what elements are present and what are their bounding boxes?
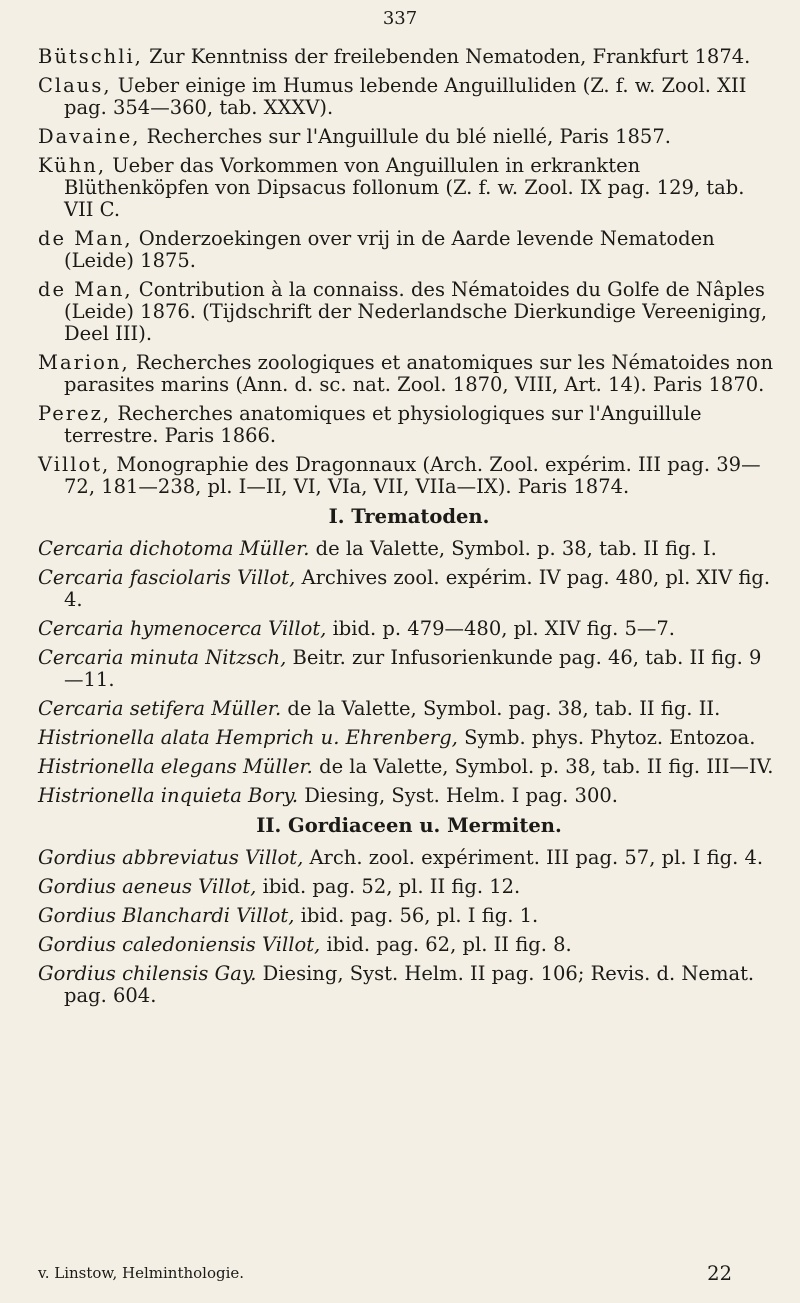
species-entry	[38, 785, 780, 807]
reference-author: de Man,	[38, 278, 133, 301]
reference-text: Recherches anatomiques et physiologiques sur l'Anguillule terrestre. Paris 1866.	[64, 402, 702, 447]
reference-author: Perez,	[38, 402, 112, 425]
species-name: Cercaria dichotoma Müller.	[38, 537, 310, 560]
reference-author: Marion,	[38, 351, 130, 374]
reference-author: Kühn,	[38, 154, 107, 177]
reference-author: de Man,	[38, 227, 133, 250]
reference-author: Bütschli,	[38, 45, 143, 68]
species-name: Histrionella elegans Müller.	[38, 755, 313, 778]
species-name: Gordius chilensis Gay.	[38, 962, 257, 985]
species-name: Histrionella alata Hemprich u. Ehrenberg,	[38, 726, 458, 749]
species-citation: Diesing, Syst. Helm. II pag. 106; Revis. d. Nemat. pag. 604.	[64, 962, 755, 1007]
species-citation: Arch. zool. expériment. III pag. 57, pl. I fig. 4.	[303, 846, 764, 869]
species-name: Gordius Blanchardi Villot,	[38, 904, 295, 927]
species-entry	[38, 963, 780, 1007]
species-citation: Symb. phys. Phytoz. Entozoa.	[457, 726, 756, 749]
reference-text: Ueber das Vorkommen von Anguillulen in erkrankten Blüthenköpfen von Dipsacus follonum (Z. f. w. Zool. IX pag. 129, tab. VII C.	[64, 154, 745, 221]
species-entry	[38, 618, 780, 640]
reference-entry	[38, 279, 780, 345]
species-entry	[38, 538, 780, 560]
reference-entry	[38, 228, 780, 272]
reference-text: Recherches sur l'Anguillule du blé niellé, Paris 1857.	[140, 125, 671, 148]
reference-entry	[38, 403, 780, 447]
reference-entry	[38, 75, 780, 119]
footer-signature: 22	[707, 1262, 732, 1285]
page-footer	[38, 1262, 780, 1284]
species-citation: de la Valette, Symbol. pag. 38, tab. II fig. II.	[281, 697, 721, 720]
species-name: Cercaria setifera Müller.	[38, 697, 282, 720]
species-entry	[38, 727, 780, 749]
species-citation: ibid. pag. 62, pl. II fig. 8.	[320, 933, 572, 956]
species-name: Cercaria minuta Nitzsch,	[38, 646, 287, 669]
reference-list	[38, 46, 780, 1014]
species-name: Cercaria hymenocerca Villot,	[38, 617, 327, 640]
reference-author: Davaine,	[38, 125, 141, 148]
reference-text: Monographie des Dragonnaux (Arch. Zool. expérim. III pag. 39—72, 181—238, pl. I—II, VI, VIa, VII, VIIa—IX). Paris 1874.	[64, 453, 761, 498]
reference-entry	[38, 126, 780, 148]
species-citation: de la Valette, Symbol. p. 38, tab. II fig. I.	[309, 537, 717, 560]
section-heading-trematoden: I. Trematoden.	[328, 505, 490, 528]
footer-book-title: v. Linstow, Helminthologie.	[38, 1264, 245, 1282]
species-citation: Diesing, Syst. Helm. I pag. 300.	[298, 784, 618, 807]
species-entry	[38, 876, 780, 898]
species-entry	[38, 698, 780, 720]
species-citation: ibid. pag. 56, pl. I fig. 1.	[294, 904, 539, 927]
species-entry	[38, 567, 780, 611]
reference-text: Ueber einige im Humus lebende Anguilluliden (Z. f. w. Zool. XII pag. 354—360, tab. XXXV).	[64, 74, 747, 119]
species-entry	[38, 847, 780, 869]
page-number: 337	[382, 8, 418, 29]
species-name: Gordius abbreviatus Villot,	[38, 846, 304, 869]
reference-text: Onderzoekingen over vrij in de Aarde levende Nematoden (Leide) 1875.	[64, 227, 715, 272]
species-name: Cercaria fasciolaris Villot,	[38, 566, 296, 589]
species-name: Gordius caledoniensis Villot,	[38, 933, 321, 956]
reference-text: Contribution à la connaiss. des Nématoides du Golfe de Nâples (Leide) 1876. (Tijdschrift der Nederlandsche Dierkundige Vereeniging, Deel III).	[64, 278, 768, 345]
reference-author: Claus,	[38, 74, 112, 97]
reference-text: Recherches zoologiques et anatomiques sur les Nématoides non parasites marins (Ann. d. sc. nat. Zool. 1870, VIII, Art. 14). Paris 1870.	[64, 351, 774, 396]
section-heading-gordiaceen: II. Gordiaceen u. Mermiten.	[256, 814, 562, 837]
species-citation: de la Valette, Symbol. p. 38, tab. II fig. III—IV.	[312, 755, 774, 778]
reference-entry	[38, 352, 780, 396]
reference-entry	[38, 155, 780, 221]
species-citation: ibid. p. 479—480, pl. XIV fig. 5—7.	[326, 617, 676, 640]
reference-text: Zur Kenntniss der freilebenden Nematoden, Frankfurt 1874.	[142, 45, 751, 68]
species-citation: Beitr. zur Infusorienkunde pag. 46, tab. II fig. 9—11.	[64, 646, 762, 691]
species-entry	[38, 756, 780, 778]
species-citation: Archives zool. expérim. IV pag. 480, pl. XIV fig. 4.	[64, 566, 771, 611]
reference-entry	[38, 454, 780, 498]
reference-author: Villot,	[38, 453, 111, 476]
species-entry	[38, 647, 780, 691]
reference-entry	[38, 46, 780, 68]
species-name: Histrionella inquieta Bory.	[38, 784, 299, 807]
species-entry	[38, 934, 780, 956]
species-entry	[38, 905, 780, 927]
species-citation: ibid. pag. 52, pl. II fig. 12.	[256, 875, 521, 898]
species-name: Gordius aeneus Villot,	[38, 875, 257, 898]
